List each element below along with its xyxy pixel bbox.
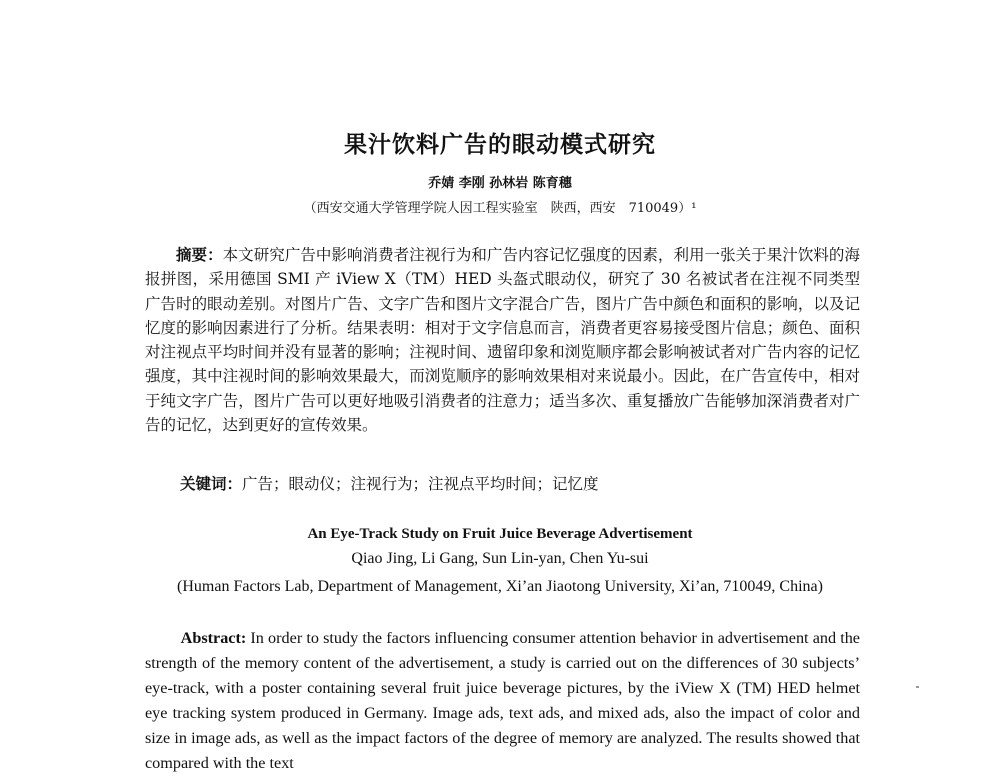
keywords-chinese: [180, 472, 860, 494]
keywords-body-chinese: 广告；眼动仪；注视行为；注视点平均时间；记忆度: [242, 475, 599, 493]
abstract-label-english: Abstract:: [180, 629, 247, 647]
abstract-body-chinese: 本文研究广告中影响消费者注视行为和广告内容记忆强度的因素，利用一张关于果汁饮料的海报拼图，采用德国 SMI 产 iView X（TM）HED 头盔式眼动仪，研究了 30 名被试者在注视不同类型广告时的眼动差别。对图片广告、文字广告和图片文字混合广告，图片广告中颜色和面积的影响，以及记忆度的影响因素进行了分析。结果表明：相对于文字信息而言，消费者更容易接受图片信息；颜色、面积对注视点平均时间并没有显著的影响；注视时间、遗留印象和浏览顺序都会影响被试者对广告内容的记忆强度，其中注视时间的影响效果最大，而浏览顺序的影响效果相对来说最小。因此，在广告宣传中，相对于纯文字广告，图片广告可以更好地吸引消费者的注意力；适当多次、重复播放广告能够加深消费者对广告的记忆，达到更好的宣传效果。: [145, 246, 860, 435]
abstract-english: [145, 626, 860, 776]
affiliation-chinese: （西安交通大学管理学院人因工程实验室 陕西，西安 710049）¹: [303, 201, 697, 216]
paper-title-english: An Eye-Track Study on Fruit Juice Beverage Advertisement: [307, 526, 693, 542]
abstract-chinese: [145, 243, 860, 437]
abstract-body-english: In order to study the factors influencing consumer attention behavior in advertisement and the strength of the memory content of the advertisement, a study is carried out on the differences of 30 subjects’ eye-track, with a poster containing several fruit juice beverage pictures, by the iView X (TM) HED helmet eye tracking system produced in Germany. Image ads, text ads, and mixed ads, also the impact of color and size in image ads, as well as the impact factors of the degree of memory are analyzed. The results showed that compared with the text: [145, 629, 860, 772]
abstract-label-chinese: 摘要：: [176, 245, 223, 264]
paper-title-chinese: 果汁饮料广告的眼动模式研究: [344, 131, 656, 158]
affiliation-english: (Human Factors Lab, Department of Management, Xi’an Jiaotong University, Xi’an, 710049, China): [177, 578, 823, 595]
scan-speck: [916, 686, 919, 688]
author-list-chinese: 乔婧 李刚 孙林岩 陈育穗: [428, 176, 572, 191]
author-list-english: Qiao Jing, Li Gang, Sun Lin-yan, Chen Yu-sui: [351, 550, 649, 567]
keywords-label-chinese: 关键词：: [180, 474, 243, 493]
